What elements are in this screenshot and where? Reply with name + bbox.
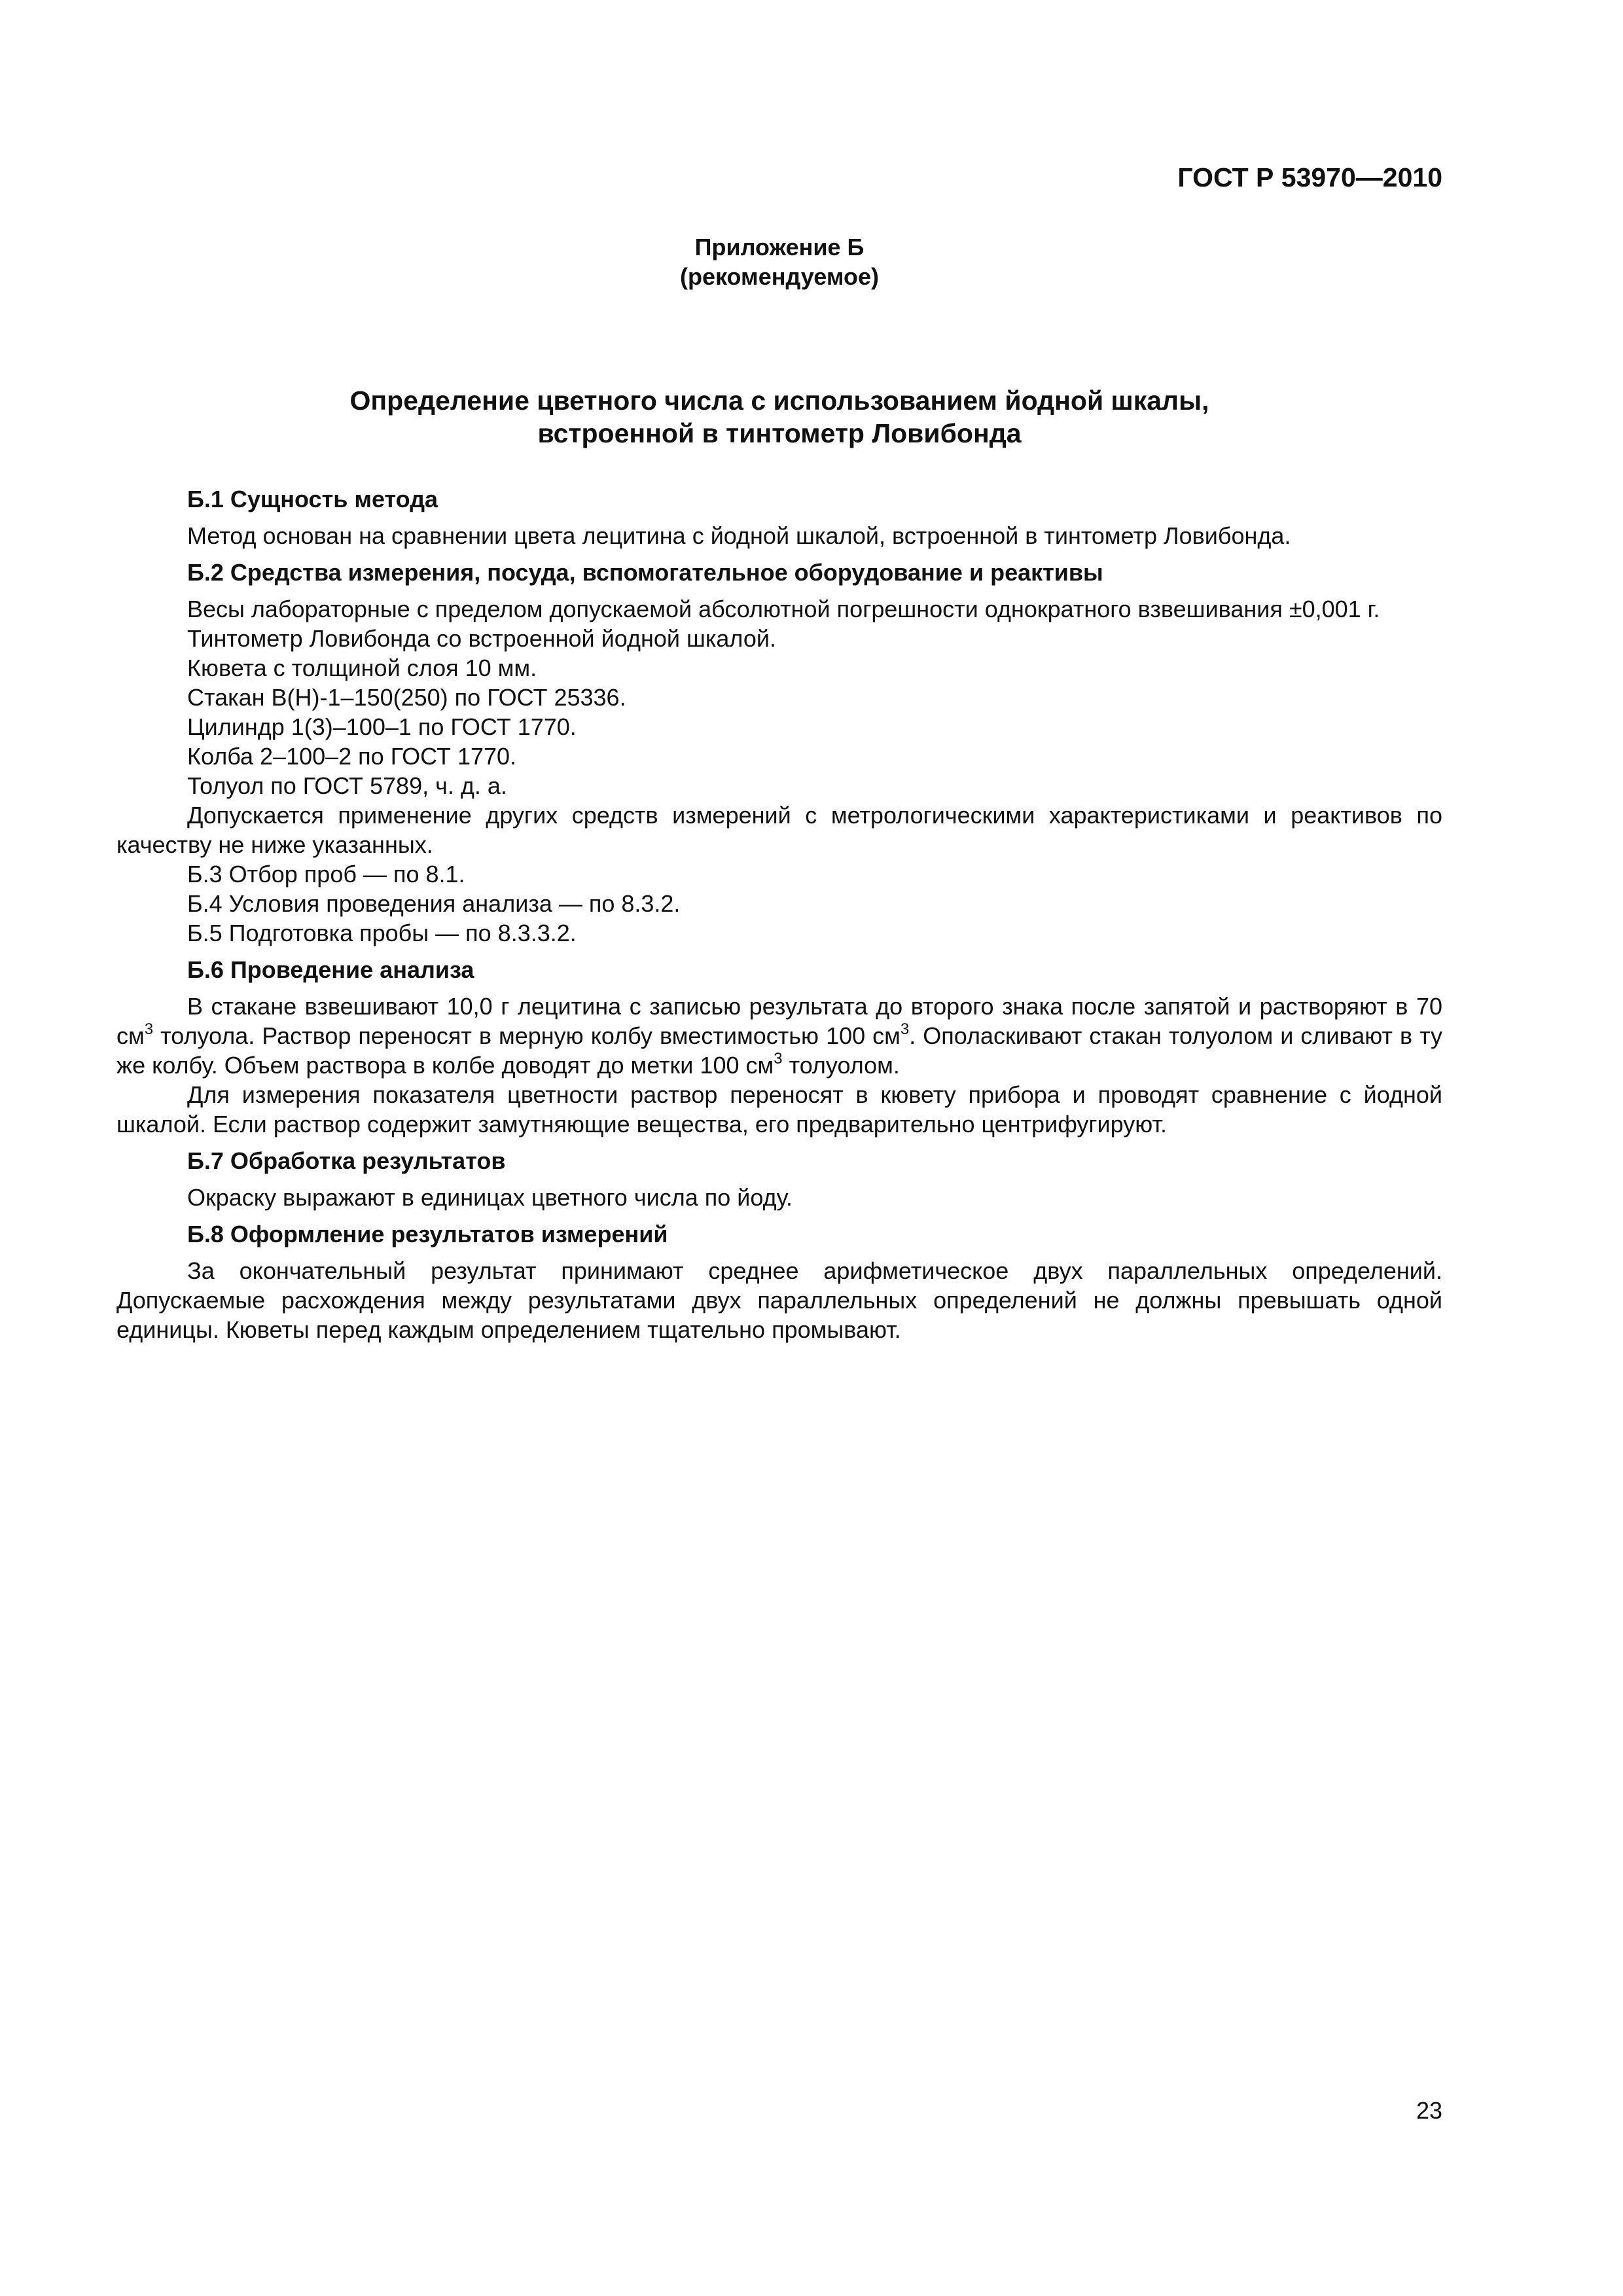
- section-b5: Б.5 Подготовка пробы — по 8.3.3.2.: [187, 920, 577, 946]
- annex-heading: [116, 232, 1442, 291]
- section-b3: Б.3 Отбор проб — по 8.1.: [187, 861, 465, 888]
- equipment-item: Весы лабораторные с пределом допускаемой абсолютной погрешности однократного взвешивания ±0,001 г.: [187, 596, 1380, 622]
- section-text-b6-procedure: [116, 992, 1442, 1080]
- procedure-text-part: толуолом.: [782, 1052, 900, 1079]
- section-heading-b2: Б.2 Средства измерения, посуда, вспомогательное оборудование и реактивы: [187, 559, 1103, 586]
- procedure-text-part: . Ополаскивают стакан толуолом и сливают в ту же колбу. Объем раствора в колбе доводят до метки 100 см: [116, 1022, 1442, 1079]
- equipment-item: Кювета с толщиной слоя 10 мм.: [187, 655, 537, 681]
- procedure-text-part: В стакане взвешивают 10,0 г лецитина с записью результата до второго знака после запятой и растворяют в 70 см: [116, 993, 1442, 1049]
- section-heading-b1: Б.1 Сущность метода: [187, 486, 438, 512]
- section-heading-b6: Б.6 Проведение анализа: [187, 956, 474, 983]
- annex-label: Приложение Б: [694, 234, 865, 260]
- superscript-cube: 3: [144, 1020, 154, 1038]
- equipment-note: Допускается применение других средств измерений с метрологическими характеристиками и реактивов по качеству не ниже указанных.: [116, 802, 1442, 858]
- document-title: [116, 384, 1442, 450]
- section-heading-b8: Б.8 Оформление результатов измерений: [187, 1221, 668, 1247]
- superscript-cube: 3: [900, 1020, 910, 1038]
- section-text-b1: Метод основан на сравнении цвета лецитина с йодной шкалой, встроенной в тинтометр Ловибонда.: [187, 522, 1291, 549]
- equipment-item: Колба 2–100–2 по ГОСТ 1770.: [187, 743, 517, 770]
- title-line-1: Определение цветного числа с использованием йодной шкалы,: [349, 386, 1209, 416]
- equipment-item: Цилиндр 1(3)–100–1 по ГОСТ 1770.: [187, 713, 577, 740]
- standard-number: ГОСТ Р 53970—2010: [1177, 162, 1442, 192]
- title-line-2: встроенной в тинтометр Ловибонда: [537, 418, 1022, 448]
- section-text-b6-measurement: Для измерения показателя цветности раствор переносят в кювету прибора и проводят сравнение с йодной шкалой. Если раствор содержит замутняющие вещества, его предварительно центрифугируют.: [116, 1081, 1442, 1138]
- annex-status: (рекомендуемое): [680, 263, 879, 290]
- equipment-item: Стакан В(Н)-1–150(250) по ГОСТ 25336.: [187, 684, 626, 711]
- section-heading-b7: Б.7 Обработка результатов: [187, 1147, 506, 1174]
- section-b4: Б.4 Условия проведения анализа — по 8.3.2.: [187, 890, 681, 917]
- document-page: [116, 0, 1442, 2296]
- superscript-cube: 3: [774, 1050, 783, 1067]
- document-body: [116, 484, 1442, 1344]
- procedure-text-part: толуола. Раствор переносят в мерную колбу вместимостью 100 см: [153, 1022, 901, 1049]
- section-text-b7: Окраску выражают в единицах цветного числа по йоду.: [187, 1184, 793, 1211]
- equipment-item: Толуол по ГОСТ 5789, ч. д. а.: [187, 772, 507, 799]
- equipment-item: Тинтометр Ловибонда со встроенной йодной шкалой.: [187, 625, 776, 652]
- page-number: 23: [1416, 2097, 1442, 2124]
- section-text-b8: За окончательный результат принимают среднее арифметическое двух параллельных определений. Допускаемые расхождения между результатами двух параллельных определений не должны превышать одной единицы. Кюветы перед каждым определением тщательно промывают.: [116, 1257, 1442, 1343]
